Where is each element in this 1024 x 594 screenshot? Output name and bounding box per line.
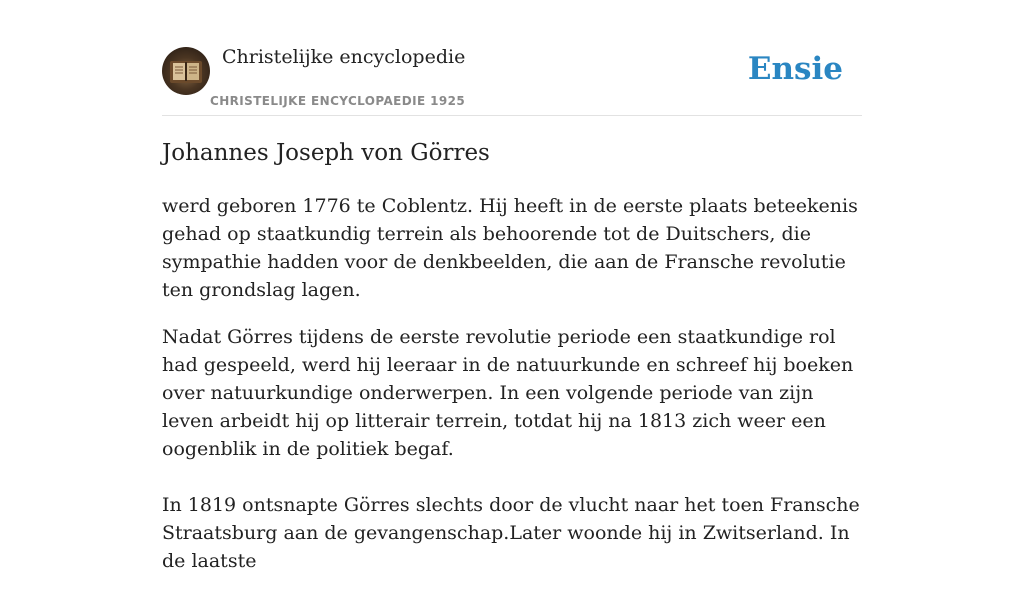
article-body: [162, 192, 862, 594]
article-paragraph: In 1819 ontsnapte Görres slechts door de vlucht naar het toen Fransche Straatsburg aan de gevangenschap.Later woonde hij in Zwitserland. In de laatste: [162, 494, 860, 572]
page-container: [162, 0, 862, 572]
article-title: Johannes Joseph von Görres: [162, 140, 490, 166]
book-photo-icon: [162, 47, 210, 95]
source-header: [162, 0, 862, 116]
brand-logo[interactable]: Ensie: [747, 51, 843, 87]
article-paragraph: Nadat Görres tijdens de eerste revolutie periode een staatkundige rol had gespeeld, werd hij leeraar in de natuurkunde en schreef hij boeken over natuurkundige onderwerpen. In een volgende periode van zijn leven arbeidt hij op litterair terrein, totdat hij na 1813 zich weer een oogenblik in de politiek begaf.: [162, 326, 854, 460]
article-paragraph: werd geboren 1776 te Coblentz. Hij heeft in de eerste plaats beteekenis gehad op staatkundig terrein als behoorende tot de Duitschers, die sympathie hadden voor de denkbeelden, die aan de Fransche revolutie ten grondslag lagen.: [162, 195, 858, 301]
source-title[interactable]: Christelijke encyclopedie: [222, 46, 466, 68]
source-subtitle: CHRISTELIJKE ENCYCLOPAEDIE 1925: [210, 94, 466, 108]
avatar[interactable]: [162, 47, 210, 95]
